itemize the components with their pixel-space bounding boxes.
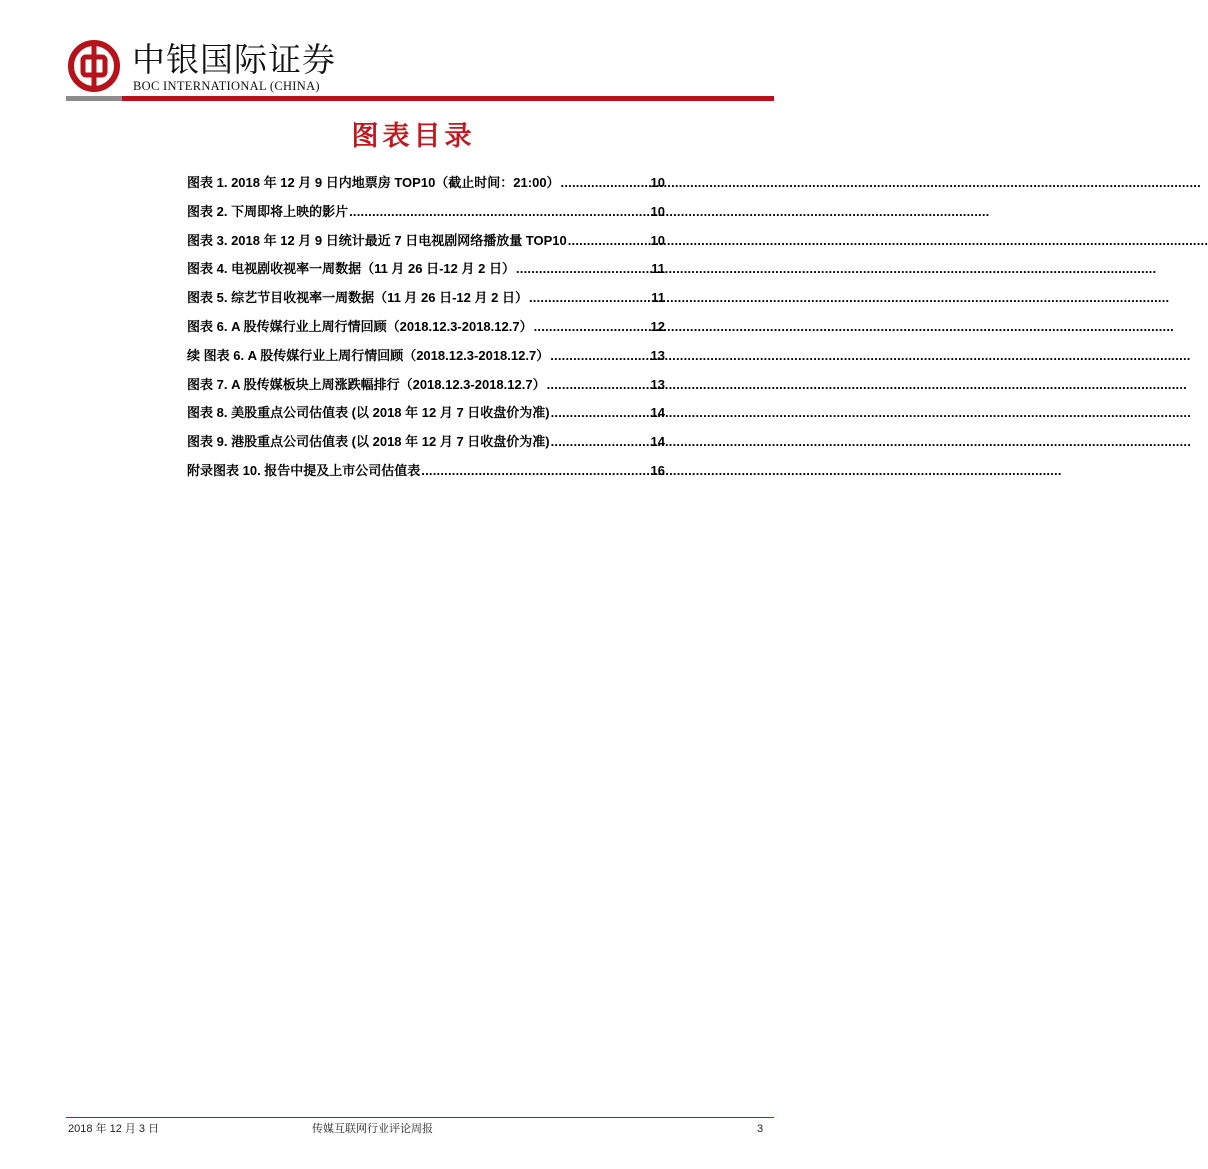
toc-entry[interactable] bbox=[187, 287, 665, 316]
toc-leader-dots bbox=[529, 287, 650, 309]
toc-entry-label: 图表 8. 美股重点公司估值表 (以 2018 年 12 月 7 日收盘价为准) bbox=[187, 405, 550, 421]
table-of-figures bbox=[187, 172, 665, 489]
brand-name-english: BOC INTERNATIONAL (CHINA) bbox=[133, 79, 320, 93]
toc-leader-dots bbox=[550, 345, 649, 367]
brand-name-chinese: 中银国际证券 bbox=[132, 40, 336, 79]
toc-leader-dots bbox=[421, 460, 649, 482]
toc-leader-dots bbox=[561, 172, 650, 194]
toc-entry[interactable] bbox=[187, 431, 665, 460]
header-rule-accent bbox=[66, 96, 122, 101]
toc-entry[interactable] bbox=[187, 201, 665, 230]
toc-entry[interactable] bbox=[187, 230, 665, 259]
boc-logo-icon bbox=[68, 40, 120, 92]
toc-entry-page: 11 bbox=[651, 290, 665, 306]
toc-entry-page: 11 bbox=[651, 261, 665, 277]
toc-entry[interactable] bbox=[187, 460, 665, 489]
toc-entry-label: 续 图表 6. A 股传媒行业上周行情回顾（2018.12.3-2018.12.7） bbox=[187, 347, 550, 363]
toc-leader-dots bbox=[568, 230, 650, 252]
header-rule bbox=[66, 96, 774, 101]
toc-entry-label: 图表 3. 2018 年 12 月 9 日统计最近 7 日电视剧网络播放量 TOP10 bbox=[187, 232, 567, 248]
toc-entry[interactable] bbox=[187, 258, 665, 287]
toc-entry-page: 13 bbox=[650, 347, 665, 363]
toc-entry[interactable] bbox=[187, 374, 665, 403]
toc-leader-dots bbox=[534, 316, 650, 338]
toc-leader-dots bbox=[349, 201, 649, 223]
toc-entry[interactable] bbox=[187, 316, 665, 345]
toc-leader-dots bbox=[551, 402, 650, 424]
toc-entry-page: 10 bbox=[650, 232, 665, 248]
footer-report-name: 传媒互联网行业评论周报 bbox=[312, 1123, 433, 1135]
toc-entry-page: 16 bbox=[650, 462, 665, 478]
toc-leader-dots bbox=[551, 431, 650, 453]
toc-entry-label: 附录图表 10. 报告中提及上市公司估值表 bbox=[187, 462, 421, 478]
toc-entry[interactable] bbox=[187, 402, 665, 431]
toc-title: 图表目录 bbox=[351, 121, 476, 152]
toc-entry-label: 图表 1. 2018 年 12 月 9 日内地票房 TOP10（截止时间：21:00） bbox=[187, 175, 560, 190]
toc-entry[interactable] bbox=[187, 345, 665, 374]
toc-entry-label: 图表 7. A 股传媒板块上周涨跌幅排行（2018.12.3-2018.12.7） bbox=[187, 376, 546, 392]
toc-leader-dots bbox=[516, 258, 650, 280]
toc-entry-label: 图表 2. 下周即将上映的影片 bbox=[187, 203, 349, 219]
footer-rule bbox=[66, 1117, 774, 1118]
toc-entry-page: 10 bbox=[650, 175, 665, 190]
toc-entry-label: 图表 5. 综艺节目收视率一周数据（11 月 26 日-12 月 2 日） bbox=[187, 290, 528, 306]
toc-entry-label: 图表 4. 电视剧收视率一周数据（11 月 26 日-12 月 2 日） bbox=[187, 261, 515, 277]
toc-entry-label: 图表 6. A 股传媒行业上周行情回顾（2018.12.3-2018.12.7） bbox=[187, 318, 533, 334]
footer-page-number: 3 bbox=[757, 1123, 764, 1135]
toc-entry-page: 14 bbox=[650, 405, 665, 421]
footer-date: 2018 年 12 月 3 日 bbox=[68, 1123, 160, 1135]
toc-leader-dots bbox=[547, 374, 650, 396]
toc-entry-page: 14 bbox=[650, 434, 665, 450]
toc-entry-page: 10 bbox=[650, 203, 665, 219]
toc-entry-page: 12 bbox=[650, 318, 665, 334]
page-header bbox=[66, 38, 774, 102]
toc-entry-label: 图表 9. 港股重点公司估值表 (以 2018 年 12 月 7 日收盘价为准) bbox=[187, 434, 550, 450]
toc-entry-page: 13 bbox=[650, 376, 665, 392]
toc-entry[interactable] bbox=[187, 172, 665, 201]
